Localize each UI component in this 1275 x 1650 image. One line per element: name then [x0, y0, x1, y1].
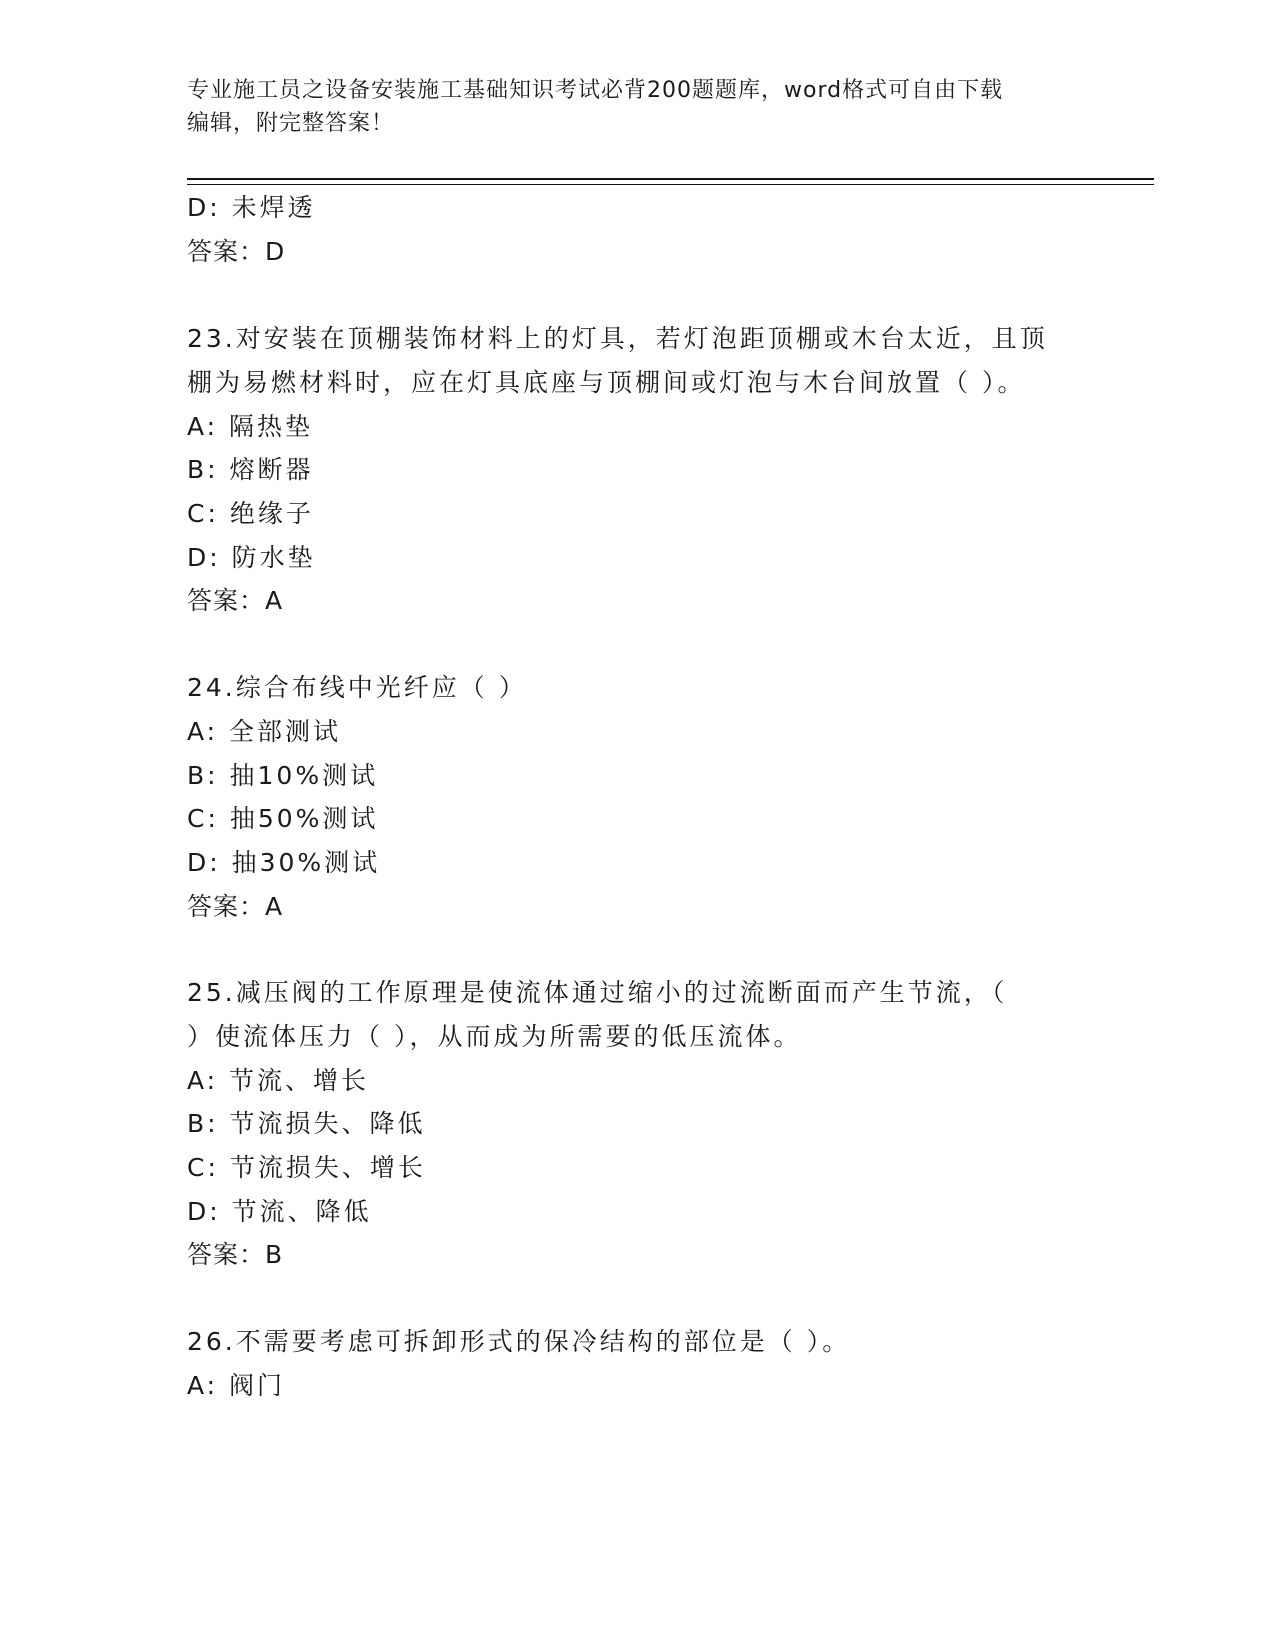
q22-answer: 答案：D: [187, 237, 286, 266]
q25-option-d: D: 节流、降低: [187, 1197, 372, 1226]
q23-option-a: A: 隔热垫: [187, 412, 314, 441]
q23-option-b: B: 熔断器: [187, 455, 314, 484]
q25-option-b: B: 节流损失、降低: [187, 1109, 426, 1138]
q24-option-c: C: 抽50%测试: [187, 804, 379, 833]
q26-stem-line-1: 26.不需要考虑可拆卸形式的保冷结构的部位是（ ）。: [187, 1327, 851, 1356]
q24-option-d: D: 抽30%测试: [187, 848, 381, 877]
q25-answer: 答案：B: [187, 1240, 284, 1269]
q25-stem-line-1: 25.减压阀的工作原理是使流体通过缩小的过流断面而产生节流，（: [187, 978, 1008, 1007]
q25-stem-line-2: ）使流体压力（ ），从而成为所需要的低压流体。: [187, 1022, 802, 1051]
q23-answer: 答案：A: [187, 586, 284, 615]
q24-answer: 答案：A: [187, 892, 284, 921]
q24-option-b: B: 抽10%测试: [187, 761, 379, 790]
header-line-1: 专业施工员之设备安装施工基础知识考试必背200题题库，word格式可自由下载: [187, 78, 1004, 103]
q26-option-a: A: 阀门: [187, 1371, 286, 1400]
q25-option-c: C: 节流损失、增长: [187, 1153, 426, 1182]
q22-option-d: D: 未焊透: [187, 193, 316, 222]
q25-option-a: A: 节流、增长: [187, 1066, 370, 1095]
q23-option-d: D: 防水垫: [187, 543, 316, 572]
q24-stem-line-1: 24.综合布线中光纤应（ ）: [187, 673, 527, 702]
q23-stem-line-2: 棚为易燃材料时，应在灯具底座与顶棚间或灯泡与木台间放置（ ）。: [187, 368, 1026, 397]
header-divider-thick: [187, 178, 1154, 180]
document-header: [187, 74, 1087, 140]
header-divider-thin: [187, 184, 1154, 185]
header-line-2: 编辑，附完整答案！: [187, 111, 395, 136]
q23-stem-line-1: 23.对安装在顶棚装饰材料上的灯具，若灯泡距顶棚或木台太近，且顶: [187, 324, 1048, 353]
q24-option-a: A: 全部测试: [187, 717, 342, 746]
q23-option-c: C: 绝缘子: [187, 499, 314, 528]
